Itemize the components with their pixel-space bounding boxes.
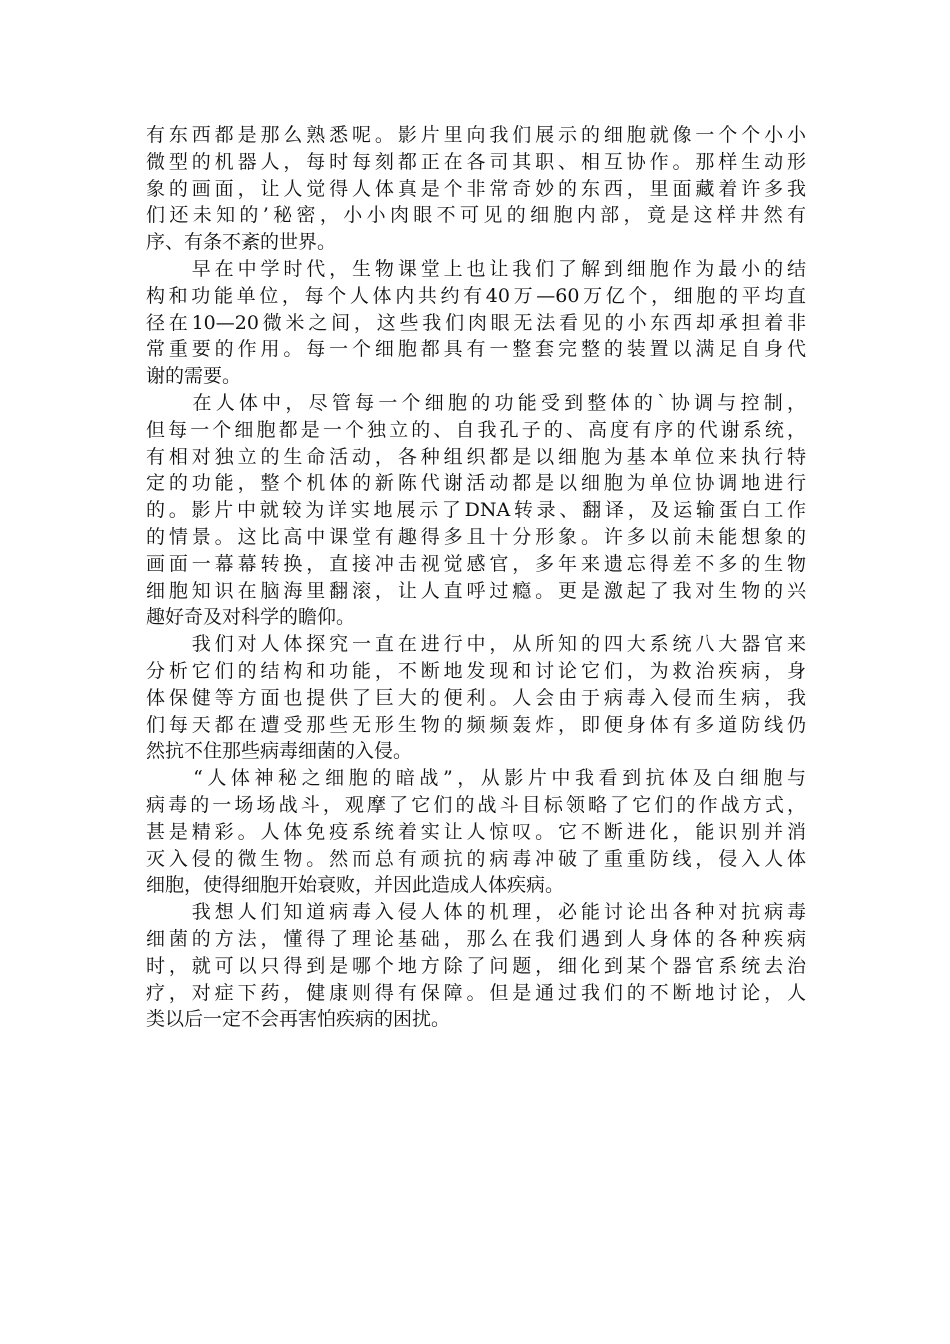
text-line: 我想人们知道病毒入侵人体的机理，必能讨论出各种对抗病毒 bbox=[146, 901, 806, 924]
text-line: 画面一幕幕转换，直接冲击视觉感官，多年来遗忘得差不多的生物 bbox=[146, 552, 806, 575]
text-line: 细胞知识在脑海里翻滚，让人直呼过瘾。更是激起了我对生物的兴 bbox=[146, 579, 806, 602]
text-line: 常重要的作用。每一个细胞都具有一整套完整的装置以满足自身代 bbox=[146, 338, 806, 361]
text-line: 定的功能，整个机体的新陈代谢活动都是以细胞为单位协调地进行 bbox=[146, 472, 806, 495]
text-line: 时，就可以只得到是哪个地方除了问题，细化到某个器官系统去治 bbox=[146, 954, 806, 977]
text-line: 有东西都是那么熟悉呢。影片里向我们展示的细胞就像一个个小小 bbox=[146, 124, 806, 146]
text-line: 灭入侵的微生物。然而总有顽抗的病毒冲破了重重防线，侵入人体 bbox=[146, 847, 806, 870]
text-line: 有相对独立的生命活动，各种组织都是以细胞为基本单位来执行特 bbox=[146, 445, 806, 468]
text-line: 分析它们的结构和功能，不断地发现和讨论它们，为救治疾病，身 bbox=[146, 659, 806, 682]
text-line: 谢的需要。 bbox=[146, 365, 242, 388]
text-line: 病毒的一场场战斗，观摩了它们的战斗目标领略了它们的作战方式， bbox=[146, 793, 806, 816]
text-line: 趣好奇及对科学的瞻仰。 bbox=[146, 606, 356, 629]
text-line: 我们对人体探究一直在进行中，从所知的四大系统八大器官来 bbox=[146, 633, 806, 656]
text-line: 微型的机器人，每时每刻都正在各司其职、相互协作。那样生动形 bbox=[146, 150, 806, 173]
text-line: 的情景。这比高中课堂有趣得多且十分形象。许多以前未能想象的 bbox=[146, 525, 806, 548]
text-line: 体保健等方面也提供了巨大的便利。人会由于病毒入侵而生病，我 bbox=[146, 686, 806, 709]
text-line: 疗，对症下药，健康则得有保障。但是通过我们的不断地讨论，人 bbox=[146, 981, 806, 1004]
text-line: 在人体中，尽管每一个细胞的功能受到整体的`协调与控制， bbox=[146, 391, 806, 414]
text-line: 细胞，使得细胞开始衰败，并因此造成人体疾病。 bbox=[146, 874, 565, 897]
text-line: 们每天都在遭受那些无形生物的频频轰炸，即便身体有多道防线仍 bbox=[146, 713, 806, 736]
text-line: 但每一个细胞都是一个独立的、自我孔子的、高度有序的代谢系统， bbox=[146, 418, 806, 441]
text-line: 甚是精彩。人体免疫系统着实让人惊叹。它不断进化，能识别并消 bbox=[146, 820, 806, 843]
text-line: 的。影片中就较为详实地展示了DNA转录、翻译，及运输蛋白工作 bbox=[146, 499, 806, 522]
text-line: 细菌的方法，懂得了理论基础，那么在我们遇到人身体的各种疾病 bbox=[146, 927, 806, 950]
text-line: 构和功能单位，每个人体内共约有40万—60万亿个，细胞的平均直 bbox=[146, 284, 806, 307]
text-line: 象的画面，让人觉得人体真是个非常奇妙的东西，里面藏着许多我 bbox=[146, 177, 806, 200]
text-line: 序、有条不紊的世界。 bbox=[146, 231, 337, 254]
text-line: 径在10—20微米之间，这些我们肉眼无法看见的小东西却承担着非 bbox=[146, 311, 806, 334]
text-line: 然抗不住那些病毒细菌的入侵。 bbox=[146, 740, 413, 763]
body-text bbox=[146, 122, 806, 1033]
text-line: 早在中学时代，生物课堂上也让我们了解到细胞作为最小的结 bbox=[146, 257, 806, 280]
text-line: 们还未知的’秘密，小小肉眼不可见的细胞内部，竟是这样井然有 bbox=[146, 204, 806, 227]
text-line: 类以后一定不会再害怕疾病的困扰。 bbox=[146, 1008, 451, 1031]
text-line: “人体神秘之细胞的暗战”，从影片中我看到抗体及白细胞与 bbox=[146, 767, 806, 790]
